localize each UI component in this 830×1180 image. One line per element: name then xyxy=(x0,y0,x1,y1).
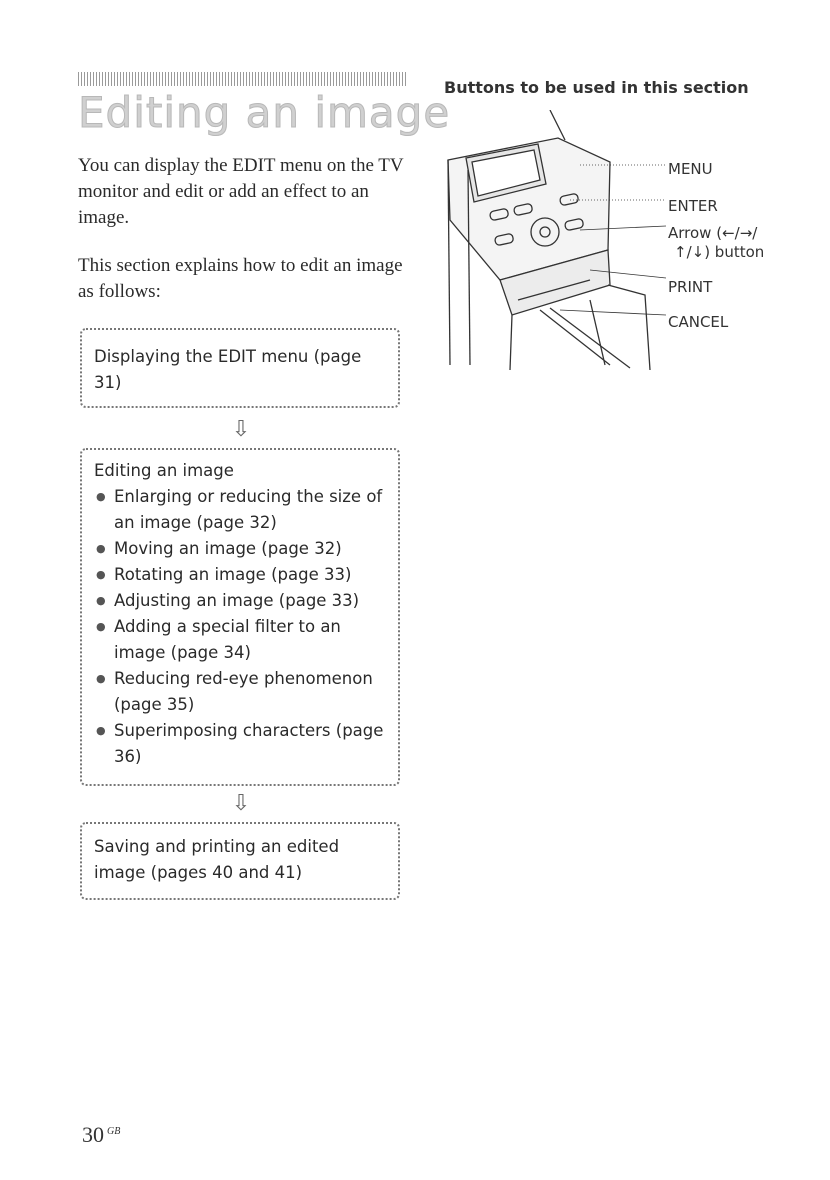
down-arrow-icon: ⇩ xyxy=(231,790,251,815)
list-item: ● Superimposing characters (page 36) xyxy=(94,718,388,770)
page-number-value: 30 xyxy=(82,1122,104,1147)
buttons-section-heading: Buttons to be used in this section xyxy=(444,78,749,97)
callout-enter: ENTER xyxy=(668,197,718,215)
list-item: ● Adjusting an image (page 33) xyxy=(94,588,388,614)
printer-illustration xyxy=(440,110,670,370)
callout-arrow-line2: ↑/↓) button xyxy=(674,243,765,261)
callout-print: PRINT xyxy=(668,278,713,296)
intro-paragraph: This section explains how to edit an image as follows: xyxy=(78,255,403,302)
list-item: ● Adding a special filter to an image (page 34) xyxy=(94,614,388,666)
flow-step-display-menu xyxy=(80,328,400,408)
edit-options-list xyxy=(94,484,388,770)
flow-step-heading: Editing an image xyxy=(94,461,234,480)
callout-arrow-line1: Arrow (←/→/ xyxy=(668,224,758,242)
callout-arrow-button xyxy=(668,224,764,262)
flow-step-text: Saving and printing an edited image (pages 40 and 41) xyxy=(94,837,340,882)
page-title: Editing an image xyxy=(78,88,451,137)
list-item: ● Rotating an image (page 33) xyxy=(94,562,388,588)
page-number-suffix: GB xyxy=(107,1125,121,1137)
flow-step-editing xyxy=(80,448,400,786)
callout-menu: MENU xyxy=(668,160,713,178)
list-item: ● Moving an image (page 32) xyxy=(94,536,388,562)
intro-paragraph: You can display the EDIT menu on the TV monitor and edit or add an effect to an image. xyxy=(78,155,404,228)
list-item: ● Reducing red-eye phenomenon (page 35) xyxy=(94,666,388,718)
flow-step-save-print xyxy=(80,822,400,900)
title-rule xyxy=(78,72,408,86)
list-item: ● Enlarging or reducing the size of an image (page 32) xyxy=(94,484,388,536)
down-arrow-icon: ⇩ xyxy=(231,416,251,441)
flow-step-text: Displaying the EDIT menu (page 31) xyxy=(94,347,362,392)
callout-cancel: CANCEL xyxy=(668,313,729,331)
page-number xyxy=(82,1122,120,1148)
